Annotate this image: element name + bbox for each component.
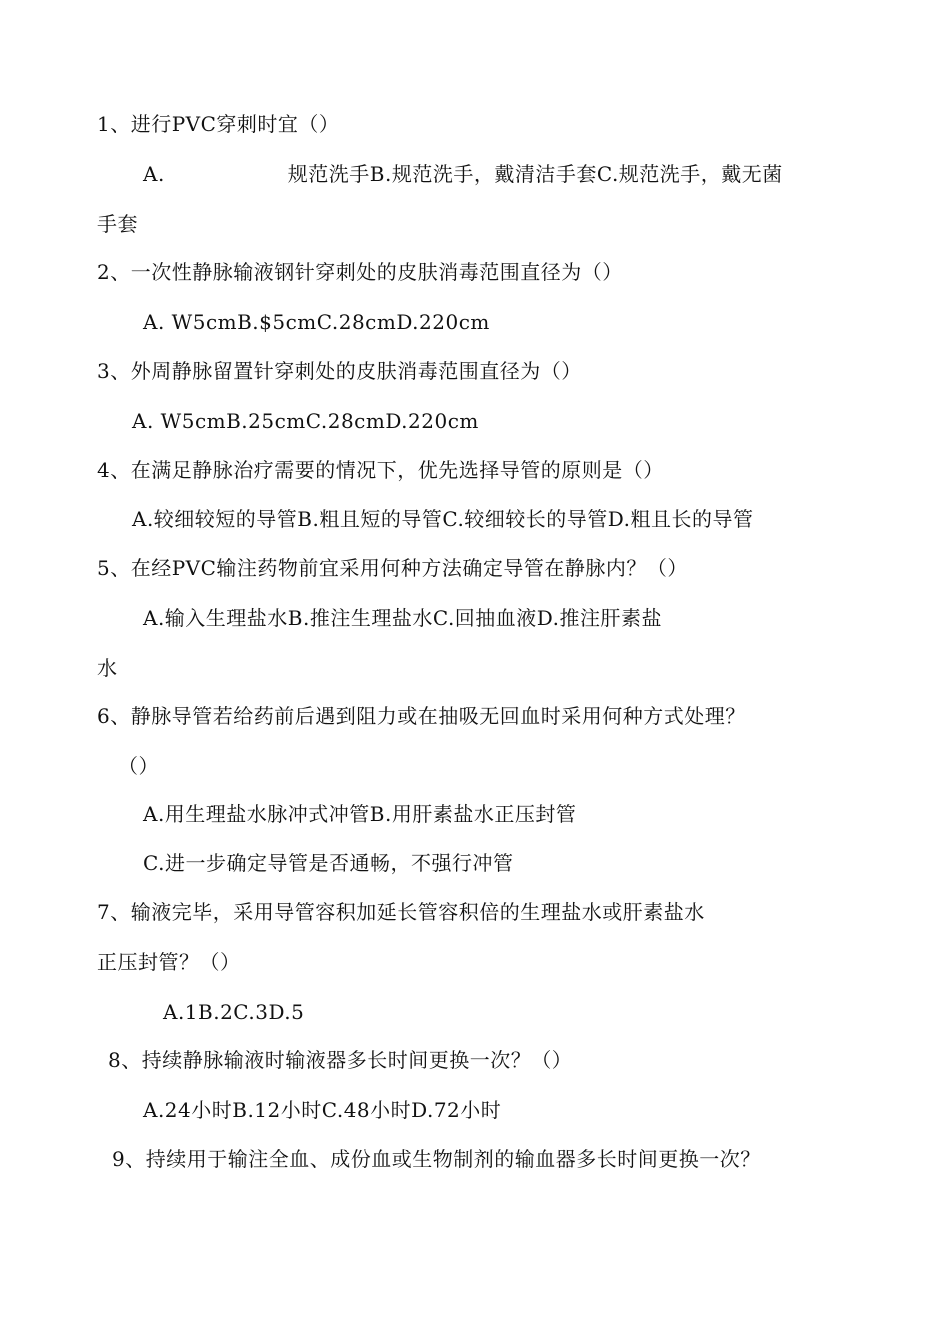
question-1-options: A. 规范洗手B.规范洗手，戴清洁手套C.规范洗手，戴无菌 (143, 162, 783, 186)
question-8-options: A.24小时B.12小时C.48小时D.72小时 (143, 1098, 502, 1122)
question-1: 1、进行PVC穿刺时宜（） (97, 112, 340, 136)
question-7: 7、输液完毕，采用导管容积加延长管容积倍的生理盐水或肝素盐水 (97, 900, 705, 924)
question-1-options-continued: 手套 (97, 212, 138, 236)
question-5-options-continued: 水 (97, 656, 118, 680)
question-7-options: A.1B.2C.3D.5 (163, 1000, 305, 1024)
question-4-options: A.较细较短的导管B.粗且短的导管C.较细较长的导管D.粗且长的导管 (132, 507, 754, 531)
question-5: 5、在经PVC输注药物前宜采用何种方法确定导管在静脉内？（） (97, 556, 688, 580)
question-6-blank: （） (118, 754, 159, 778)
question-6-options-a-b: A.用生理盐水脉冲式冲管B.用肝素盐水正压封管 (143, 802, 577, 826)
question-6: 6、静脉导管若给药前后遇到阻力或在抽吸无回血时采用何种方式处理？ (97, 704, 746, 728)
question-7-continued: 正压封管？（） (97, 950, 241, 974)
question-3-options: A. W5cmB.25cmC.28cmD.220cm (132, 409, 479, 433)
question-6-option-c: C.进一步确定导管是否通畅，不强行冲管 (143, 851, 514, 875)
question-9: 9、持续用于输注全血、成份血或生物制剂的输血器多长时间更换一次？ (112, 1147, 761, 1171)
question-4: 4、在满足静脉治疗需要的情况下，优先选择导管的原则是（） (97, 458, 664, 482)
question-2: 2、一次性静脉输液钢针穿刺处的皮肤消毒范围直径为（） (97, 260, 623, 284)
question-2-options: A. W5cmB.$5cmC.28cmD.220cm (143, 310, 490, 334)
question-8: 8、持续静脉输液时输液器多长时间更换一次？（） (108, 1048, 573, 1072)
question-3: 3、外周静脉留置针穿刺处的皮肤消毒范围直径为（） (97, 359, 582, 383)
question-5-options: A.输入生理盐水B.推注生理盐水C.回抽血液D.推注肝素盐 (143, 606, 662, 630)
